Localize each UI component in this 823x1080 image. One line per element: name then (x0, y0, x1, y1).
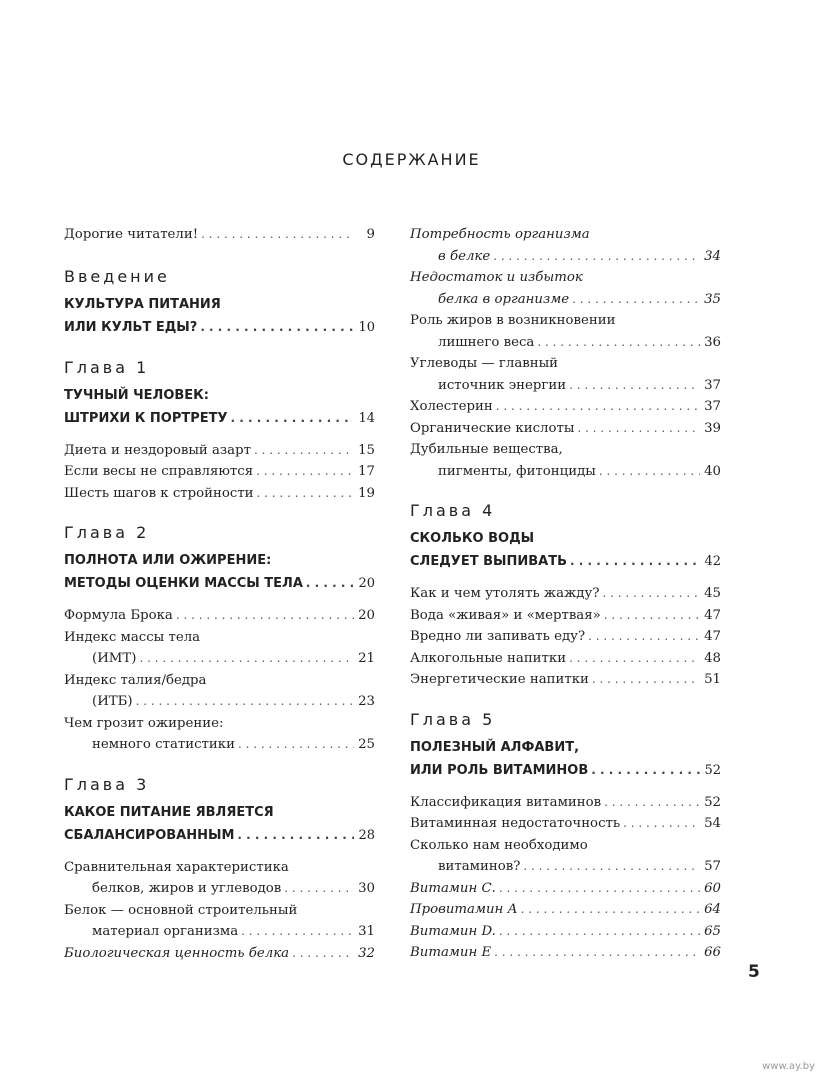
entry-title-cont: витаминов? (438, 859, 521, 874)
entry-page: 37 (704, 399, 721, 414)
toc-entry[interactable] (410, 899, 721, 921)
entry-page: 30 (358, 881, 375, 896)
toc-entry[interactable] (410, 835, 721, 878)
toc-entry[interactable] (410, 626, 721, 648)
page-number: 5 (748, 962, 760, 982)
section-page: 28 (358, 827, 375, 843)
entry-page: 39 (704, 420, 721, 436)
entry-page: 19 (358, 485, 375, 501)
entry-page: 48 (704, 650, 721, 666)
leader-dots (136, 691, 354, 713)
leader-dots (572, 289, 700, 311)
entry-title: Диета и нездоровый азарт (64, 442, 251, 458)
leader-dots (231, 407, 354, 429)
entry-page: 52 (704, 794, 721, 810)
toc-left-column (64, 224, 375, 964)
entry-title: Индекс талия/бедра (64, 672, 207, 688)
chapter-label: Глава 3 (64, 774, 150, 794)
entry-title: Витамин Е (410, 945, 492, 960)
entry-title: Вредно ли запивать еду? (410, 629, 586, 644)
toc-entry[interactable] (410, 439, 721, 482)
toc-entry[interactable] (64, 461, 375, 483)
entry-title: Формула Брока (64, 608, 173, 623)
toc-entry[interactable] (64, 440, 375, 462)
entry-title: Классификация витаминов (410, 794, 602, 810)
leader-dots (254, 440, 354, 462)
entry-page: 40 (704, 463, 721, 479)
entry-page: 17 (358, 464, 375, 479)
section-heading[interactable] (410, 528, 721, 573)
entry-title: Органические кислоты (410, 420, 575, 436)
leader-dots (493, 246, 700, 268)
leader-dots (588, 626, 700, 648)
entry-title-cont: в белке (438, 248, 491, 264)
entry-title-cont: (ИТБ) (92, 694, 133, 709)
section-heading[interactable] (64, 550, 375, 595)
entry-title: Потребность организма (410, 227, 590, 242)
entry-title: Биологическая ценность белка (64, 945, 290, 961)
toc-entry[interactable] (410, 921, 721, 943)
section-line: КУЛЬТУРА ПИТАНИЯ (64, 296, 221, 312)
entry-page: 9 (366, 227, 375, 242)
leader-dots (257, 483, 354, 505)
entry-page: 57 (704, 859, 721, 874)
toc-entry[interactable] (410, 310, 721, 353)
entry-title: Роль жиров в возникновении (410, 313, 616, 328)
leader-dots (200, 316, 354, 338)
section-heading[interactable] (64, 294, 375, 339)
leader-dots (577, 418, 700, 440)
leader-dots (604, 792, 700, 814)
section-line: ИЛИ КУЛЬТ ЕДЫ? (64, 319, 198, 335)
leader-dots (237, 824, 354, 846)
toc-entry[interactable] (410, 605, 721, 627)
toc-entry[interactable] (64, 857, 375, 900)
toc-entry[interactable] (64, 713, 375, 756)
entry-page: 47 (704, 607, 721, 623)
leader-dots (599, 461, 700, 483)
leader-dots (292, 943, 354, 965)
entry-title: Если весы не справляются (64, 464, 254, 479)
section-heading[interactable] (64, 385, 375, 430)
entry-page: 23 (358, 694, 375, 709)
toc-entry[interactable] (410, 396, 721, 418)
section-line: КАКОЕ ПИТАНИЕ ЯВЛЯЕТСЯ (64, 804, 274, 820)
toc-entry[interactable] (64, 224, 375, 246)
toc-entry[interactable] (64, 483, 375, 505)
section-line: ИЛИ РОЛЬ ВИТАМИНОВ (410, 762, 589, 778)
entry-page: 60 (704, 880, 721, 896)
entry-title: Дубильные вещества, (410, 442, 563, 457)
entry-page: 37 (704, 377, 721, 393)
section-page: 52 (704, 762, 721, 778)
leader-dots (591, 759, 700, 781)
section-heading[interactable] (410, 737, 721, 782)
leader-dots (592, 669, 700, 691)
section-line: СЛЕДУЕТ ВЫПИВАТЬ (410, 554, 567, 569)
toc-entry[interactable] (64, 900, 375, 943)
entry-page: 51 (704, 672, 721, 687)
entry-page: 21 (358, 651, 375, 666)
leader-dots (569, 648, 700, 670)
section-line: ПОЛНОТА ИЛИ ОЖИРЕНИЕ: (64, 553, 272, 568)
leader-dots (201, 224, 354, 246)
section-line: ТУЧНЫЙ ЧЕЛОВЕК: (64, 387, 209, 403)
entry-title: Холестерин (410, 399, 493, 414)
leader-dots (537, 332, 700, 354)
page-title: СОДЕРЖАНИЕ (342, 150, 481, 169)
leader-dots (238, 734, 354, 756)
entry-title: Углеводы — главный (410, 356, 559, 371)
leader-dots (306, 572, 354, 594)
leader-dots (499, 921, 700, 943)
entry-title: Витаминная недостаточность (410, 816, 621, 831)
entry-page: 20 (358, 608, 375, 623)
section-page: 20 (358, 576, 375, 591)
leader-dots (176, 605, 354, 627)
entry-page: 47 (704, 629, 721, 644)
entry-title-cont: немного статистики (92, 737, 235, 752)
toc-entry[interactable] (410, 792, 721, 814)
toc-entry[interactable] (410, 267, 721, 310)
entry-page: 32 (358, 945, 375, 961)
entry-title: Индекс массы тела (64, 629, 201, 645)
leader-dots (139, 648, 354, 670)
entry-page: 34 (704, 248, 721, 264)
entry-title: Недостаток и избыток (410, 270, 583, 285)
entry-title: Дорогие читатели! (64, 227, 199, 242)
entry-page: 31 (358, 924, 375, 939)
section-line: ШТРИХИ К ПОРТРЕТУ (64, 410, 228, 426)
section-line: МЕТОДЫ ОЦЕНКИ МАССЫ ТЕЛА (64, 576, 303, 591)
entry-title: Сколько нам необходимо (410, 837, 588, 853)
toc-entry[interactable] (410, 224, 721, 267)
entry-title: Чем грозит ожирение: (64, 715, 224, 731)
entry-title: Витамин D. (410, 923, 496, 939)
toc-entry[interactable] (410, 878, 721, 900)
entry-page: 64 (704, 902, 721, 917)
entry-title: Как и чем утолять жажду? (410, 586, 600, 601)
entry-title-cont: белка в организме (438, 291, 570, 307)
entry-title-cont: пигменты, фитонциды (438, 463, 596, 479)
entry-title: Провитамин А (410, 902, 518, 917)
toc-entry[interactable] (410, 353, 721, 396)
entry-page: 54 (704, 816, 721, 831)
leader-dots (602, 583, 700, 605)
leader-dots (284, 878, 354, 900)
toc-entry[interactable] (64, 605, 375, 627)
entry-page: 25 (358, 737, 375, 752)
entry-page: 36 (704, 334, 721, 350)
leader-dots (604, 605, 700, 627)
entry-title-cont: материал организма (92, 924, 239, 939)
watermark: www.ay.by (762, 1061, 815, 1072)
entry-title-cont: источник энергии (438, 377, 567, 393)
entry-title: Сравнительная характеристика (64, 859, 289, 875)
entry-title-cont: лишнего веса (438, 334, 535, 350)
leader-dots (523, 856, 700, 878)
toc-entry[interactable] (410, 648, 721, 670)
chapter-label: Глава 5 (410, 709, 496, 729)
toc-entry[interactable] (410, 669, 721, 691)
chapter-label: Введение (64, 266, 170, 286)
entry-title-cont: белков, жиров и углеводов (92, 881, 282, 896)
chapter-label: Глава 2 (64, 523, 150, 542)
section-line: ПОЛЕЗНЫЙ АЛФАВИТ, (410, 739, 580, 755)
leader-dots (569, 375, 700, 397)
entry-page: 66 (704, 945, 721, 960)
toc-entry[interactable] (410, 813, 721, 835)
leader-dots (499, 878, 700, 900)
toc-entry[interactable] (410, 583, 721, 605)
toc-entry[interactable] (410, 942, 721, 964)
entry-page: 45 (704, 586, 721, 601)
section-page: 42 (704, 554, 721, 569)
leader-dots (494, 942, 700, 964)
toc-entry[interactable] (64, 627, 375, 670)
leader-dots (496, 396, 700, 418)
section-page: 14 (358, 410, 375, 426)
entry-page: 35 (704, 291, 721, 307)
entry-title-cont: (ИМТ) (92, 651, 137, 666)
entry-page: 65 (704, 923, 721, 939)
toc-entry[interactable] (64, 943, 375, 965)
toc-entry[interactable] (64, 670, 375, 713)
entry-title: Шесть шагов к стройности (64, 485, 254, 501)
chapter-label: Глава 1 (64, 357, 150, 377)
section-line: СКОЛЬКО ВОДЫ (410, 531, 535, 546)
leader-dots (570, 550, 700, 572)
section-page: 10 (358, 319, 375, 335)
entry-page: 15 (358, 442, 375, 458)
section-line: СБАЛАНСИРОВАННЫМ (64, 827, 235, 843)
toc-entry[interactable] (410, 418, 721, 440)
toc-right-column (410, 224, 721, 964)
leader-dots (256, 461, 354, 483)
entry-title: Алкогольные напитки (410, 650, 567, 666)
leader-dots (241, 921, 354, 943)
section-heading[interactable] (64, 802, 375, 847)
entry-title: Энергетические напитки (410, 672, 589, 687)
leader-dots (521, 899, 700, 921)
entry-title: Вода «живая» и «мертвая» (410, 607, 601, 623)
leader-dots (623, 813, 700, 835)
entry-title: Белок — основной строительный (64, 902, 298, 918)
chapter-label: Глава 4 (410, 501, 496, 520)
entry-title: Витамин С. (410, 880, 496, 896)
